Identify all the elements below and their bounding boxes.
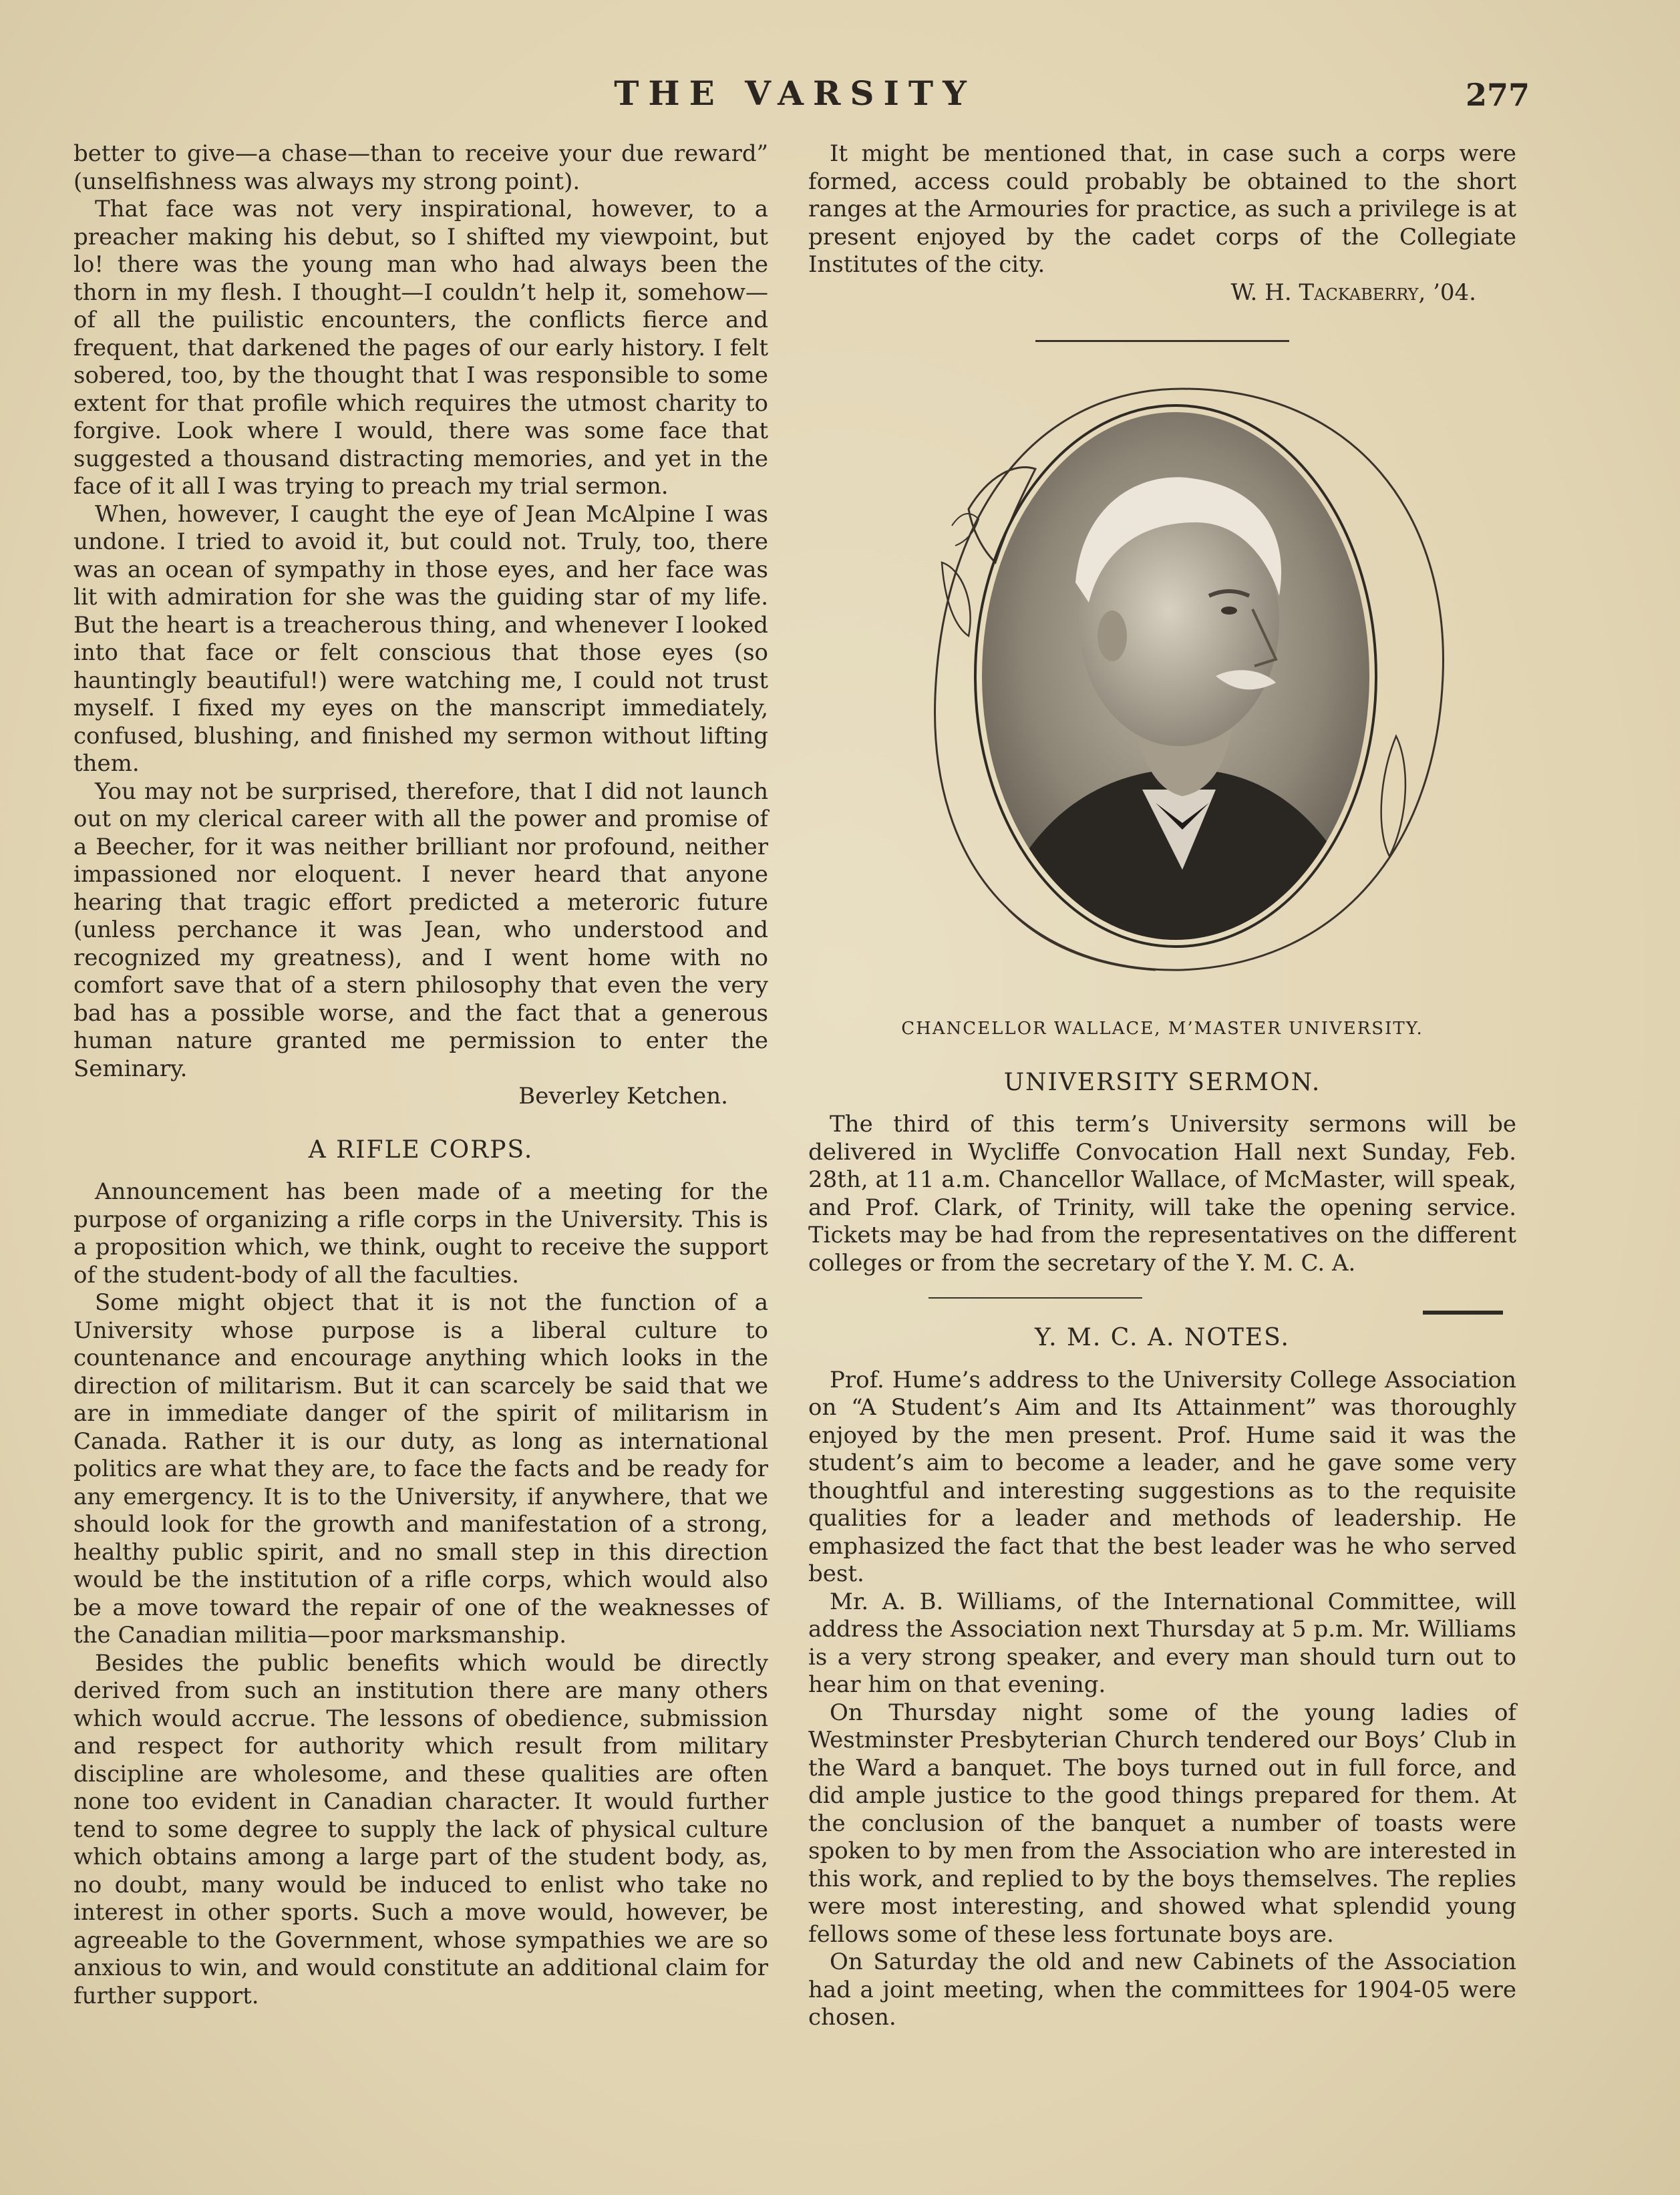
portrait-figure [808, 362, 1516, 1003]
rifle-continued-paragraph: It might be mentioned that, in case such a corps were formed, access could probably be obtained to the short ranges at the Armouries for practice, as such a privilege is at present enjoyed by the cadet corps of the Collegiate Institutes of the city. [808, 140, 1516, 278]
rifle-signature [808, 279, 1516, 307]
rifle-paragraph: Some might object that it is not the function of a University whose purpose is a liberal culture to countenance and encourage anything which looks in the direction of militarism. But it can scarcely be said that we are in immediate danger of the spirit of militarism in Canada. Rather it is our duty, as long as international politics are what they are, to face the facts and be ready for any emergency. It is to the University, if anywhere, that we should look for the growth and manifestation of a strong, healthy public spirit, and no small step in this direction would be the institution of a rifle corps, which would also be a move toward the repair of one of the weaknesses of the Canadian militia—poor marksmanship. [73, 1289, 768, 1649]
ymca-notes-heading: Y. M. C. A. NOTES. [1035, 1324, 1290, 1351]
page-number: 277 [1465, 77, 1530, 113]
section-divider [1035, 340, 1289, 342]
ymca-paragraph: Prof. Hume’s address to the University College Association on “A Student’s Aim and Its Attainment” was thoroughly enjoyed by the men present. Prof. Hume said it was the student’s aim to become a leader, and he gave some very thoughtful and interesting suggestions as to the requisite qualities for a leader and methods of leadership. He emphasized the fact that the best leader was he who served best. [808, 1366, 1516, 1587]
rifle-paragraph: Announcement has been made of a meeting for the purpose of organizing a rifle corps in the University. This is a proposition which, we think, ought to receive the support of the student-body of all the faculties. [73, 1178, 768, 1289]
left-column [73, 140, 768, 2010]
portrait-image [808, 362, 1516, 1003]
story-signature: Beverley Ketchen. [518, 1083, 728, 1110]
ymca-paragraph: Mr. A. B. Williams, of the International Committee, will address the Association next Thursday at 5 p.m. Mr. Williams is a very strong speaker, and every man should turn out to hear him on that evening. [808, 1588, 1516, 1698]
story-paragraph: When, however, I caught the eye of Jean McAlpine I was undone. I tried to avoid it, but could not. Truly, too, there was an ocean of sympathy in those eyes, and her face was lit with admiration for she was the guiding star of my life. But the heart is a treacherous thing, and whenever I looked into that face or felt conscious that those eyes (so hauntingly beautiful!) were watching me, I could not trust myself. I fixed my eyes on the manscript immediately, confused, blushing, and finished my sermon without lifting them. [73, 500, 768, 777]
portrait-caption: CHANCELLOR WALLACE, M’MASTER UNIVERSITY. [901, 1019, 1423, 1039]
rifle-signature-name: W. H. Tackaberry [1230, 279, 1419, 306]
printer-mark [1423, 1311, 1503, 1315]
story-paragraph: better to give—a chase—than to receive your due reward” (unselfishness was always my strong point). [73, 140, 768, 195]
rifle-paragraph: Besides the public benefits which would be directly derived from such an institution there are many others which would accrue. The lessons of obedience, submission and respect for authority which result from military discipline are wholesome, and these qualities are often none too evident in Canadian character. It would further tend to some degree to supply the lack of physical culture which obtains among a large part of the student body, as, no doubt, many would be induced to enlist who take no interest in other sports. Such a move would, however, be agreeable to the Government, whose sympathies we are so anxious to win, and would constitute an additional claim for further support. [73, 1649, 768, 2009]
university-sermon-heading: UNIVERSITY SERMON. [1003, 1068, 1321, 1096]
story-paragraph: You may not be surprised, therefore, that I did not launch out on my clerical career with all the power and promise of a Beecher, for it was neither brilliant nor profound, neither impassioned nor eloquent. I never heard that anyone hearing that tragic effort predicted a meteroric future (unless perchance it was Jean, who understood and recognized my greatness), and I went home with no comfort save that of a stern philosophy that even the very bad has a possible worse, and the fact that a generous human nature granted me permission to enter the Seminary. [73, 778, 768, 1082]
right-column [808, 140, 1516, 2032]
ymca-paragraph: On Thursday night some of the young ladies of Westminster Presbyterian Church tendered our Boys’ Club in the Ward a banquet. The boys turned out in full force, and did ample justice to the good things prepared for them. At the conclusion of the banquet a number of toasts were spoken to by men from the Association who are interested in this work, and replied to by the boys themselves. The replies were most interesting, and showed what splendid young fellows some of these less fortunate boys are. [808, 1699, 1516, 1948]
rifle-signature-year: , ’04. [1418, 279, 1476, 306]
section-divider [929, 1297, 1142, 1299]
page-title: THE VARSITY [614, 73, 976, 113]
sermon-paragraph: The third of this term’s University sermons will be delivered in Wycliffe Convocation Hall next Sunday, Feb. 28th, at 11 a.m. Chancellor Wallace, of McMaster, will speak, and Prof. Clark, of Trinity, will take the opening service. Tickets may be had from the representatives on the different colleges or from the secretary of the Y. M. C. A. [808, 1111, 1516, 1277]
story-paragraph: That face was not very inspirational, however, to a preacher making his debut, so I shifted my viewpoint, but lo! there was the young man who had always been the thorn in my flesh. I thought—I couldn’t help it, somehow—of all the puilistic encounters, the conflicts fierce and frequent, that darkened the pages of our early history. I felt sobered, too, by the thought that I was responsible to some extent for that profile which requires the utmost charity to forgive. Look where I would, there was some face that suggested a thousand distracting memories, and yet in the face of it all I was trying to preach my trial sermon. [73, 196, 768, 500]
rifle-corps-heading: A RIFLE CORPS. [308, 1136, 534, 1164]
ymca-paragraph: On Saturday the old and new Cabinets of the Association had a joint meeting, when the committees for 1904-05 were chosen. [808, 1949, 1516, 2031]
